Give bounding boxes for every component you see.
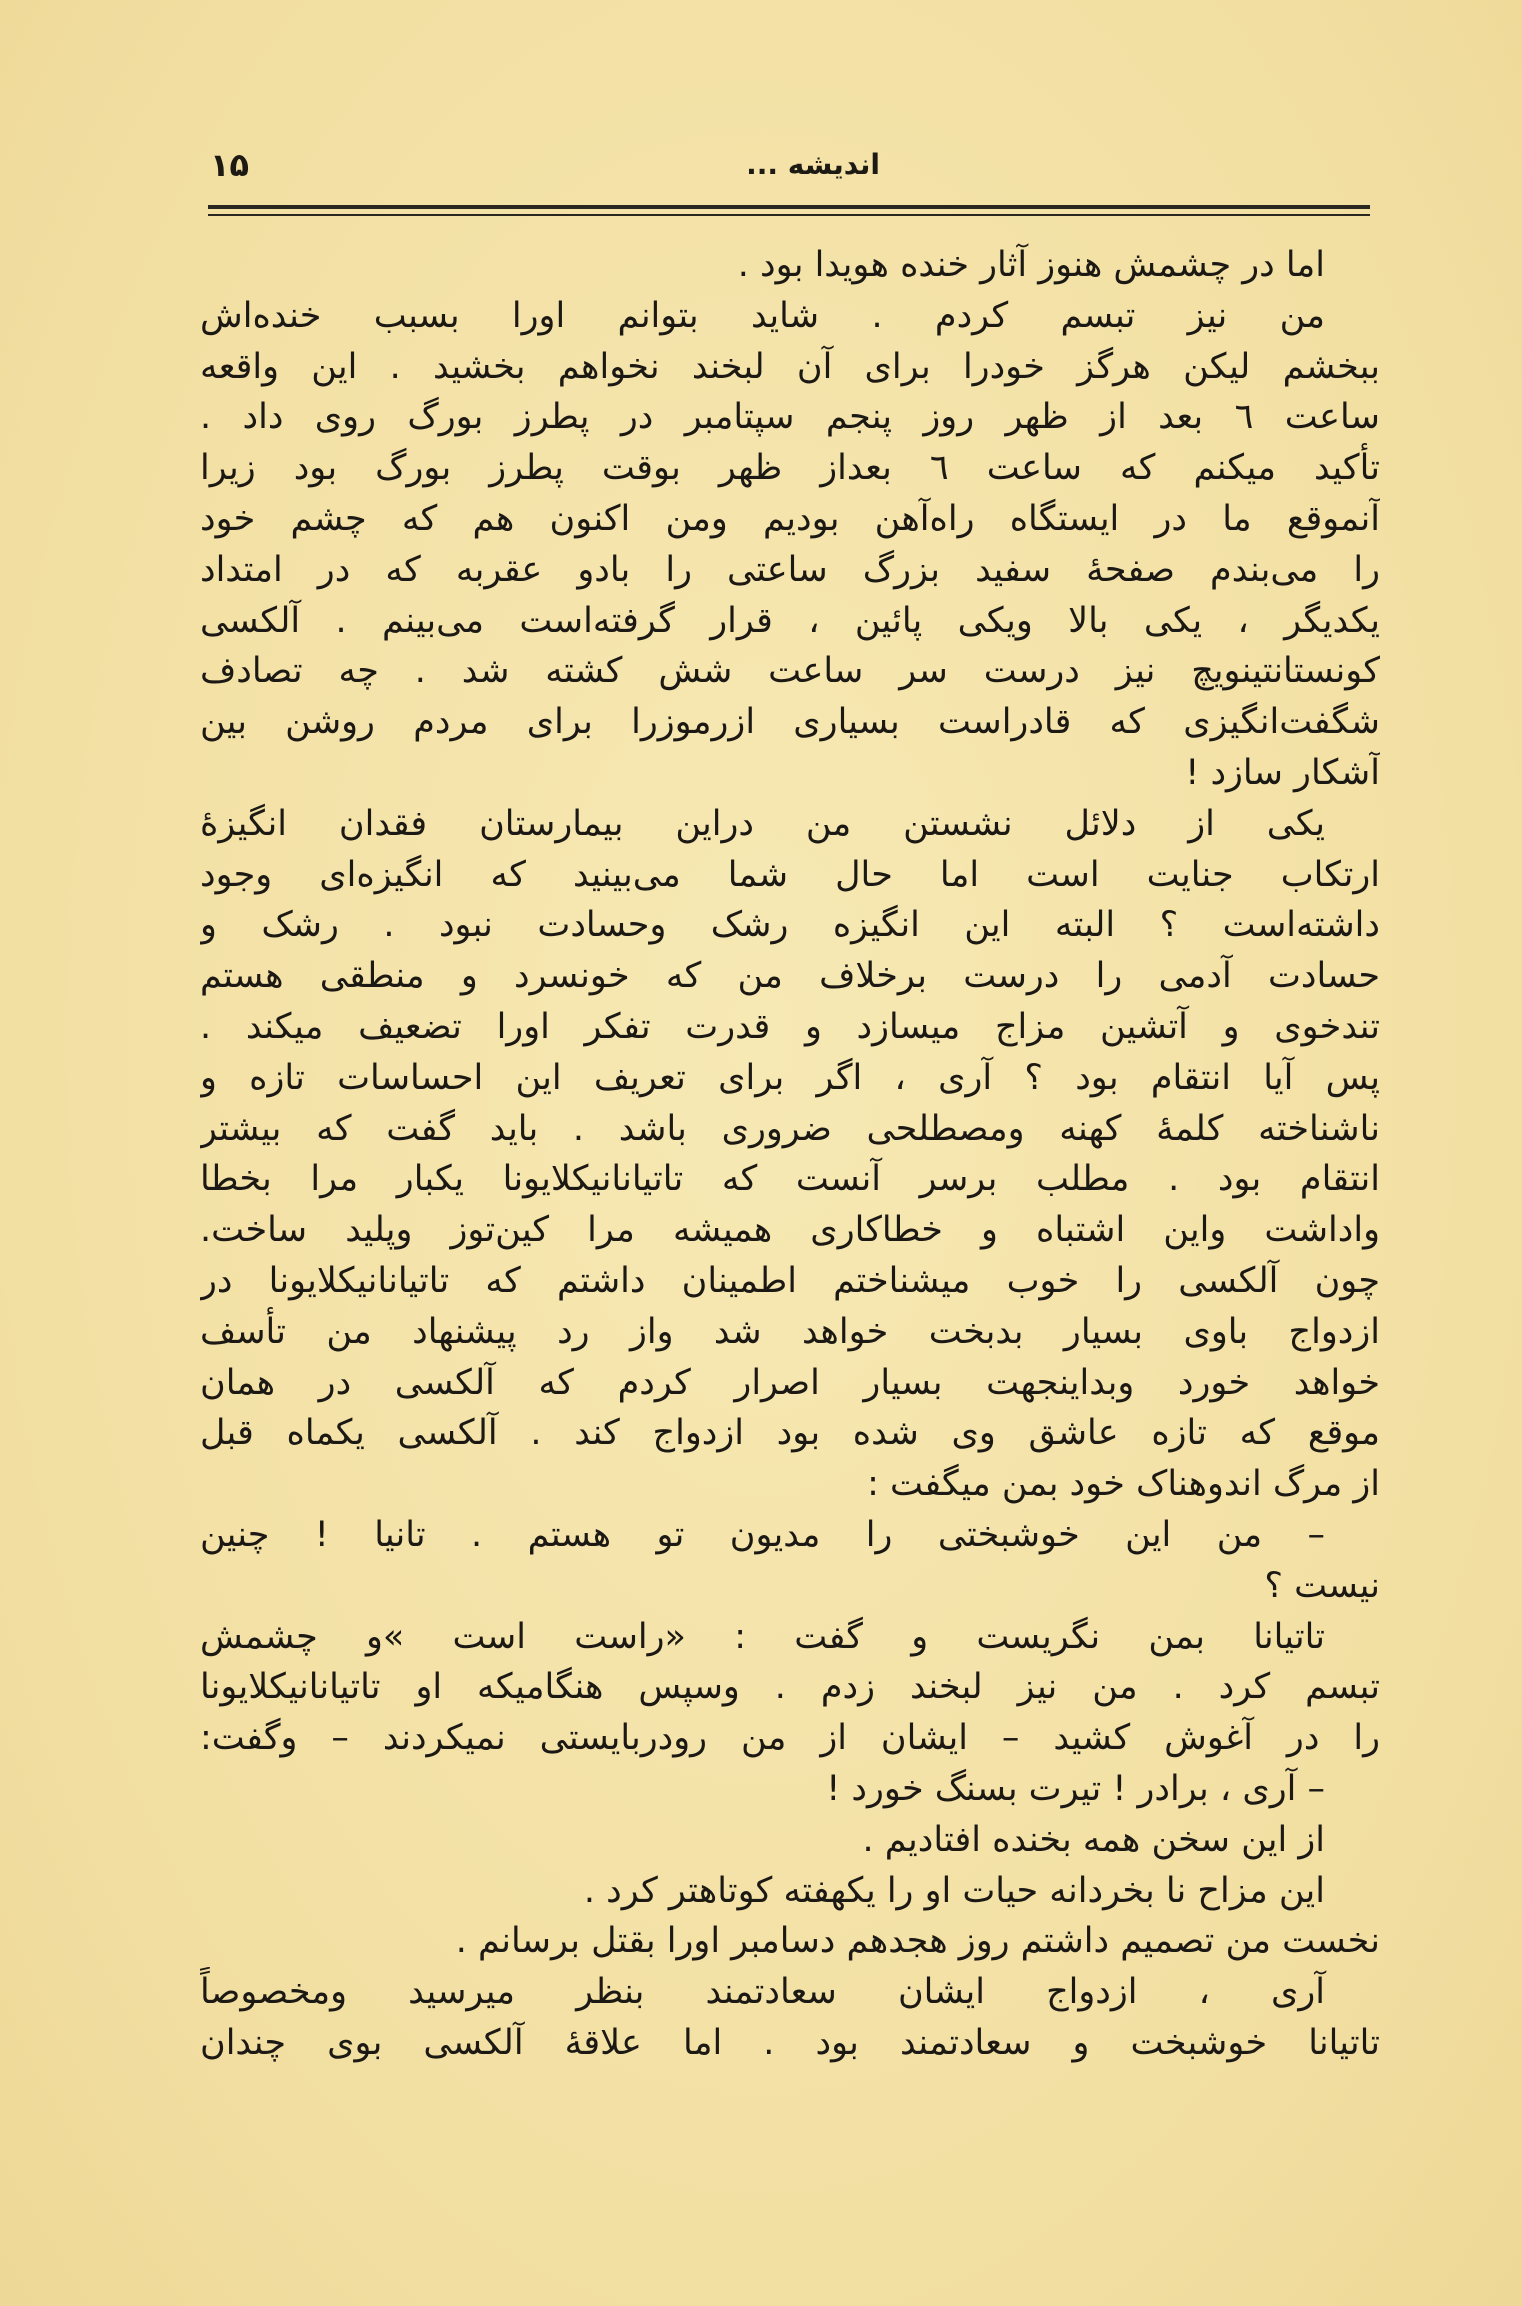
text-line: تاتیانا بمن نگریست و گفت : «راست است »و چشمش xyxy=(200,1616,1325,1657)
header-rule-thin xyxy=(208,214,1370,216)
text-line: را می‌بندم صفحهٔ سفید بزرگ ساعتی را بادو عقربه که در امتداد xyxy=(200,549,1380,590)
text-line: از مرگ اندوهناک خود بمن میگفت : xyxy=(867,1464,1380,1505)
text-line: من نیز تبسم کردم . شاید بتوانم اورا بسبب خنده‌اش xyxy=(200,295,1325,336)
text-line: حسادت آدمی را درست برخلاف من که خونسرد و منطقی هستم xyxy=(200,956,1380,997)
text-line: خواهد خورد وبداینجهت بسیار اصرار کردم که آلکسی در همان xyxy=(200,1362,1380,1403)
text-line: ببخشم لیکن هرگز خودرا برای آن لبخند نخواهم بخشید . این واقعه xyxy=(200,346,1380,387)
running-title: اندیشه ... xyxy=(746,148,880,181)
text-line: آشکار سازد ! xyxy=(1185,752,1380,793)
text-line: داشته‌است ؟ البته این انگیزه رشک وحسادت نبود . رشک و xyxy=(200,905,1380,946)
text-line: ناشناخته کلمهٔ کهنه ومصطلحی ضروری باشد . باید گفت که بیشتر xyxy=(200,1108,1380,1149)
text-line: این مزاح نا بخردانه حیات او را یکهفته کوتاهتر کرد . xyxy=(583,1870,1325,1911)
text-line: آنموقع ما در ایستگاه راه‌آهن بودیم ومن اکنون هم که چشم خود xyxy=(200,498,1380,539)
text-line: – من این خوشبختی را مدیون تو هستم . تانیا ! چنین xyxy=(200,1514,1325,1555)
text-line: یکی از دلائل نشستن من دراین بیمارستان فقدان انگیزهٔ xyxy=(200,803,1325,844)
text-line: چون آلکسی را خوب میشناختم اطمینان داشتم که تاتیانانیکلایونا در xyxy=(200,1260,1380,1301)
text-line: واداشت واین اشتباه و خطاکاری همیشه مرا کین‌توز وپلید ساخت. xyxy=(200,1210,1380,1251)
text-line: – آری ، برادر ! تیرت بسنگ خورد ! xyxy=(826,1768,1325,1809)
text-line: از این سخن همه بخنده افتادیم . xyxy=(862,1819,1325,1860)
text-line: تأکید میکنم که ساعت ٦ بعداز ظهر بوقت پطرز بورگ بود زیرا xyxy=(200,448,1380,489)
text-line: نخست من تصمیم داشتم روز هجدهم دسامبر اورا بقتل برسانم . xyxy=(455,1921,1380,1962)
text-line: یکدیگر ، یکی بالا ویکی پائین ، قرار گرفته‌است می‌بینم . آلکسی xyxy=(200,600,1380,641)
text-line: اما در چشمش هنوز آثار خنده هویدا بود . xyxy=(737,245,1325,285)
text-line: شگفت‌انگیزی که قادراست بسیاری ازرموزرا برای مردم روشن بین xyxy=(200,702,1380,743)
text-line: تندخوی و آتشین مزاج میسازد و قدرت تفکر اورا تضعیف میکند . xyxy=(200,1006,1380,1047)
page-number: ۱۵ xyxy=(210,146,250,184)
text-line: کونستانتینویچ نیز درست سر ساعت شش کشته شد . چه تصادف xyxy=(200,651,1380,692)
text-line: ازدواج باوی بسیار بدبخت خواهد شد واز رد پیشنهاد من تأسف xyxy=(200,1311,1380,1352)
text-line: ساعت ٦ بعد از ظهر روز پنجم سپتامبر در پطرز بورگ روی داد . xyxy=(200,397,1380,438)
text-line: تاتیانا خوشبخت و سعادتمند بود . اما علاقهٔ آلکسی بوی چندان xyxy=(200,2022,1380,2063)
text-line: تبسم کرد . من نیز لبخند زدم . وسپس هنگامیکه او تاتیانانیکلایونا xyxy=(200,1667,1380,1708)
text-line: موقع که تازه عاشق وی شده بود ازدواج کند . آلکسی یکماه قبل xyxy=(200,1413,1380,1454)
page-header xyxy=(210,140,1370,200)
text-line: آری ، ازدواج ایشان سعادتمند بنظر میرسید ومخصوصاً xyxy=(200,1972,1325,2013)
text-line: نیست ؟ xyxy=(1264,1565,1380,1606)
body-text xyxy=(200,240,1380,2210)
header-rule-thick xyxy=(208,205,1370,209)
text-line: ارتکاب جنایت است اما حال شما می‌بینید که انگیزه‌ای وجود xyxy=(200,854,1380,895)
text-line: را در آغوش کشید – ایشان از من رودربایستی نمیکردند – وگفت: xyxy=(200,1718,1380,1759)
text-line: انتقام بود . مطلب برسر آنست که تاتیانانیکلایونا یکبار مرا بخطا xyxy=(200,1159,1380,1200)
text-line: پس آیا انتقام بود ؟ آری ، اگر برای تعریف این احساسات تازه و xyxy=(200,1057,1380,1098)
